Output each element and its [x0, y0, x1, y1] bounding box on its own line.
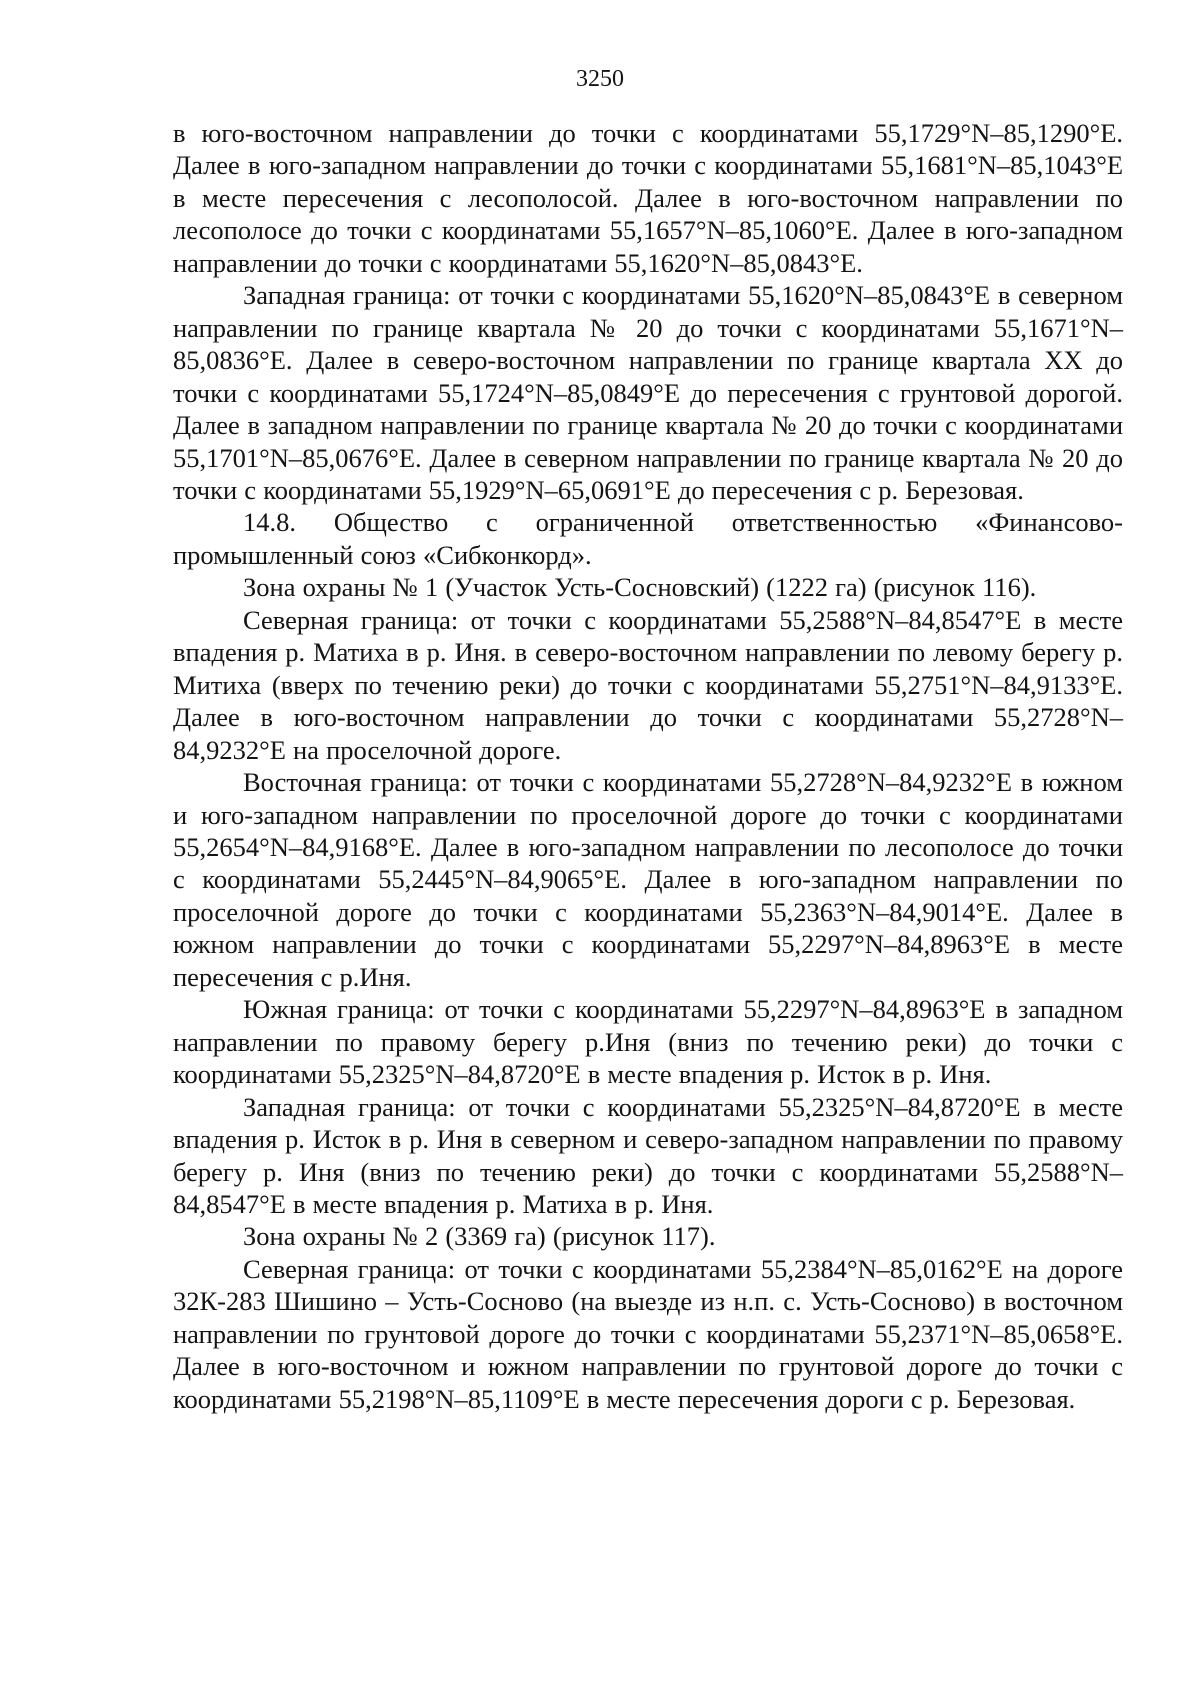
paragraph-eastern-border-zone-1: Восточная граница: от точки с координатами 55,2728°N–84,9232°E в южном и юго-западном направлении по проселочной дороге до точки с координатами 55,2654°N–84,9168°E. Далее в юго-западном направлении по лесополосе до точки с координатами 55,2445°N–84,9065°E. Далее в юго-западном направлении по проселочной дороге до точки с координатами 55,2363°N–84,9014°E. Далее в южном направлении до точки с координатами 55,2297°N–84,8963°E в месте пересечения с р.Иня. [173, 767, 1123, 992]
page-number: 3250 [576, 66, 624, 92]
paragraph-southern-border-zone-1: Южная граница: от точки с координатами 55,2297°N–84,8963°E в западном направлении по правому берегу р.Иня (вниз по течению реки) до точки с координатами 55,2325°N–84,8720°E в месте впадения р. Исток в р. Иня. [173, 994, 1123, 1090]
paragraph-western-border-zone-1: Западная граница: от точки с координатами 55,2325°N–84,8720°E в месте впадения р. Исток в р. Иня в северном и северо-западном направлении по правому берегу р. Иня (вниз по течению реки) до точки с координатами 55,2588°N–84,8547°E в месте впадения р. Матиха в р. Иня. [173, 1091, 1123, 1219]
paragraph-company-heading: 14.8. Общество с ограниченной ответственностью «Финансово-промышленный союз «Сибконкорд». [173, 507, 1123, 570]
paragraph-zone-2-heading: Зона охраны № 2 (3369 га) (рисунок 117). [243, 1221, 716, 1252]
paragraph-western-border-1: Западная граница: от точки с координатами 55,1620°N–85,0843°E в северном направлении по границе квартала № 20 до точки с координатами 55,1671°N–85,0836°E. Далее в северо-восточном направлении по границе квартала XX до точки с координатами 55,1724°N–85,0849°E до пересечения с грунтовой дорогой. Далее в западном направлении по границе квартала № 20 до точки с координатами 55,1701°N–85,0676°E. Далее в северном направлении по границе квартала № 20 до точки с координатами 55,1929°N–65,0691°E до пересечения с р. Березовая. [173, 280, 1123, 505]
paragraph-continuation: в юго-восточном направлении до точки с координатами 55,1729°N–85,1290°E. Далее в юго-западном направлении до точки с координатами 55,1681°N–85,1043°E в месте пересечения с лесополосой. Далее в юго-восточном направлении по лесополосе до точки с координатами 55,1657°N–85,1060°E. Далее в юго-западном направлении до точки с координатами 55,1620°N–85,0843°E. [173, 118, 1123, 278]
paragraph-northern-border-zone-1: Северная граница: от точки с координатами 55,2588°N–84,8547°E в месте впадения р. Матиха в р. Иня. в северо-восточном направлении по левому берегу р. Митиха (вверх по течению реки) до точки с координатами 55,2751°N–84,9133°E. Далее в юго-восточном направлении до точки с координатами 55,2728°N–84,9232°E на проселочной дороге. [173, 604, 1123, 765]
document-body [173, 117, 1123, 1415]
paragraph-northern-border-zone-2: Северная граница: от точки с координатами 55,2384°N–85,0162°E на дороге 32К-283 Шишино – Усть-Сосново (на выезде из н.п. с. Усть-Сосново) в восточном направлении по грунтовой дороге до точки с координатами 55,2371°N–85,0658°E. Далее в юго-восточном и южном направлении по грунтовой дороге до точки с координатами 55,2198°N–85,1109°E в месте пересечения дороги с р. Березовая. [173, 1253, 1123, 1414]
paragraph-zone-1-heading: Зона охраны № 1 (Участок Усть-Сосновский) (1222 га) (рисунок 116). [243, 572, 1037, 603]
